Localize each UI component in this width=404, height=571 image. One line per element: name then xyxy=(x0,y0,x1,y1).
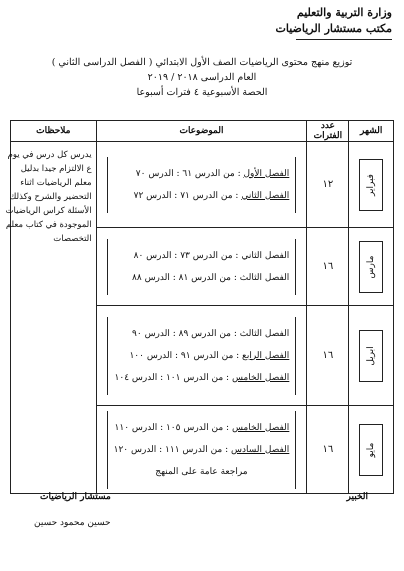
review-label: مراجعة عامة على المنهج xyxy=(155,466,248,477)
lesson-range: : من الدرس ١٠٥ : الدرس ١١٠ xyxy=(114,422,232,433)
header-month: الشهر xyxy=(349,121,394,142)
topic-line xyxy=(114,323,290,345)
month-label: ابريل xyxy=(366,345,377,366)
plan-title: توزيع منهج محتوى الرياضيات الصف الأول الابتدائي ( الفصل الدراسى الثاني ) xyxy=(51,57,353,68)
topic-box xyxy=(107,411,297,489)
topic-line xyxy=(114,163,290,185)
lesson-range: : من الدرس ٨١ : الدرس ٨٨ xyxy=(132,272,240,283)
topics-cell xyxy=(96,142,307,228)
notes-cell xyxy=(5,142,97,494)
distribution-table xyxy=(5,120,394,494)
lesson-range: : من الدرس ٧١ : الدرس ٧٢ xyxy=(133,190,242,201)
month-cell xyxy=(349,406,394,494)
topic-box xyxy=(107,317,297,395)
month-label: فبراير xyxy=(366,173,377,196)
topic-line xyxy=(114,417,290,439)
topic-line xyxy=(114,267,290,289)
office-name: مكتب مستشار الرياضيات xyxy=(275,22,392,35)
month-box xyxy=(359,330,383,382)
chapter-label: الفصل الأول xyxy=(243,168,290,179)
topic-line xyxy=(114,461,290,483)
count-cell: ١٦ xyxy=(307,228,349,306)
month-cell xyxy=(349,306,394,406)
table-row xyxy=(11,142,394,228)
count-cell: ١٦ xyxy=(307,406,349,494)
chapter-label: الفصل الثاني xyxy=(241,190,290,201)
lesson-range: : من الدرس ١٠١ : الدرس ١٠٤ xyxy=(114,372,232,383)
month-box xyxy=(359,159,383,211)
chapter-label: الفصل الثالث xyxy=(239,272,290,283)
ministry-name: وزارة التربية والتعليم xyxy=(296,6,392,19)
chapter-label: الفصل الرابع xyxy=(242,350,290,361)
header-topics: الموضوعات xyxy=(96,121,307,142)
lesson-range: : من الدرس ٨٩ : الدرس ٩٠ xyxy=(132,328,240,339)
chapter-label: الفصل الثاني xyxy=(241,250,290,261)
topic-box xyxy=(107,239,297,295)
academic-year: العام الدراسى ٢٠١٨ / ٢٠١٩ xyxy=(147,72,257,83)
month-box xyxy=(359,241,383,293)
lesson-range: : من الدرس ٧٣ : الدرس ٨٠ xyxy=(133,250,242,261)
month-cell xyxy=(349,228,394,306)
topic-box xyxy=(107,157,297,213)
header-count: عدد الفترات xyxy=(307,121,349,142)
topic-line xyxy=(114,367,290,389)
chapter-label: الفصل الخامس xyxy=(231,372,290,383)
month-box xyxy=(359,424,383,476)
table-header-row xyxy=(11,121,394,142)
count-cell: ١٦ xyxy=(307,306,349,406)
topics-cell xyxy=(96,228,307,306)
chapter-label: الفصل السادس xyxy=(231,444,290,455)
topics-cell xyxy=(96,406,307,494)
notes-text: يدرس كل درس في يوم ع الالتزام جيدا بدليل معلم الرياضيات اثناء التحضير والشرح وكذلك الأسئلة كراس الرياضيات الموجودة في كتاب معلم التخصصات xyxy=(5,150,92,244)
topics-cell xyxy=(96,306,307,406)
supervisor-name: حسين محمود حسين xyxy=(34,518,111,528)
expert-label: الخبير xyxy=(346,492,368,502)
topic-line xyxy=(114,245,290,267)
month-cell xyxy=(349,142,394,228)
month-label: مايو xyxy=(366,442,377,457)
weekly-periods: الحصة الأسبوعية ٤ فترات أسبوعا xyxy=(136,87,268,98)
count-cell: ١٢ xyxy=(307,142,349,228)
topic-line xyxy=(114,185,290,207)
topic-line xyxy=(114,439,290,461)
chapter-label: الفصل الخامس xyxy=(231,422,290,433)
lesson-range: : من الدرس ١١١ : الدرس ١٢٠ xyxy=(113,444,232,455)
header-rule xyxy=(296,39,392,40)
lesson-range: : من الدرس ٩١ : الدرس ١٠٠ xyxy=(129,350,243,361)
chapter-label: الفصل الثالث xyxy=(239,328,290,339)
supervisor-title: مستشار الرياضيات xyxy=(40,492,111,502)
month-label: مارس xyxy=(366,255,377,278)
lesson-range: : من الدرس ٦١ : الدرس ٧٠ xyxy=(135,168,244,179)
topic-line xyxy=(114,345,290,367)
header-notes: ملاحظات xyxy=(11,121,97,142)
